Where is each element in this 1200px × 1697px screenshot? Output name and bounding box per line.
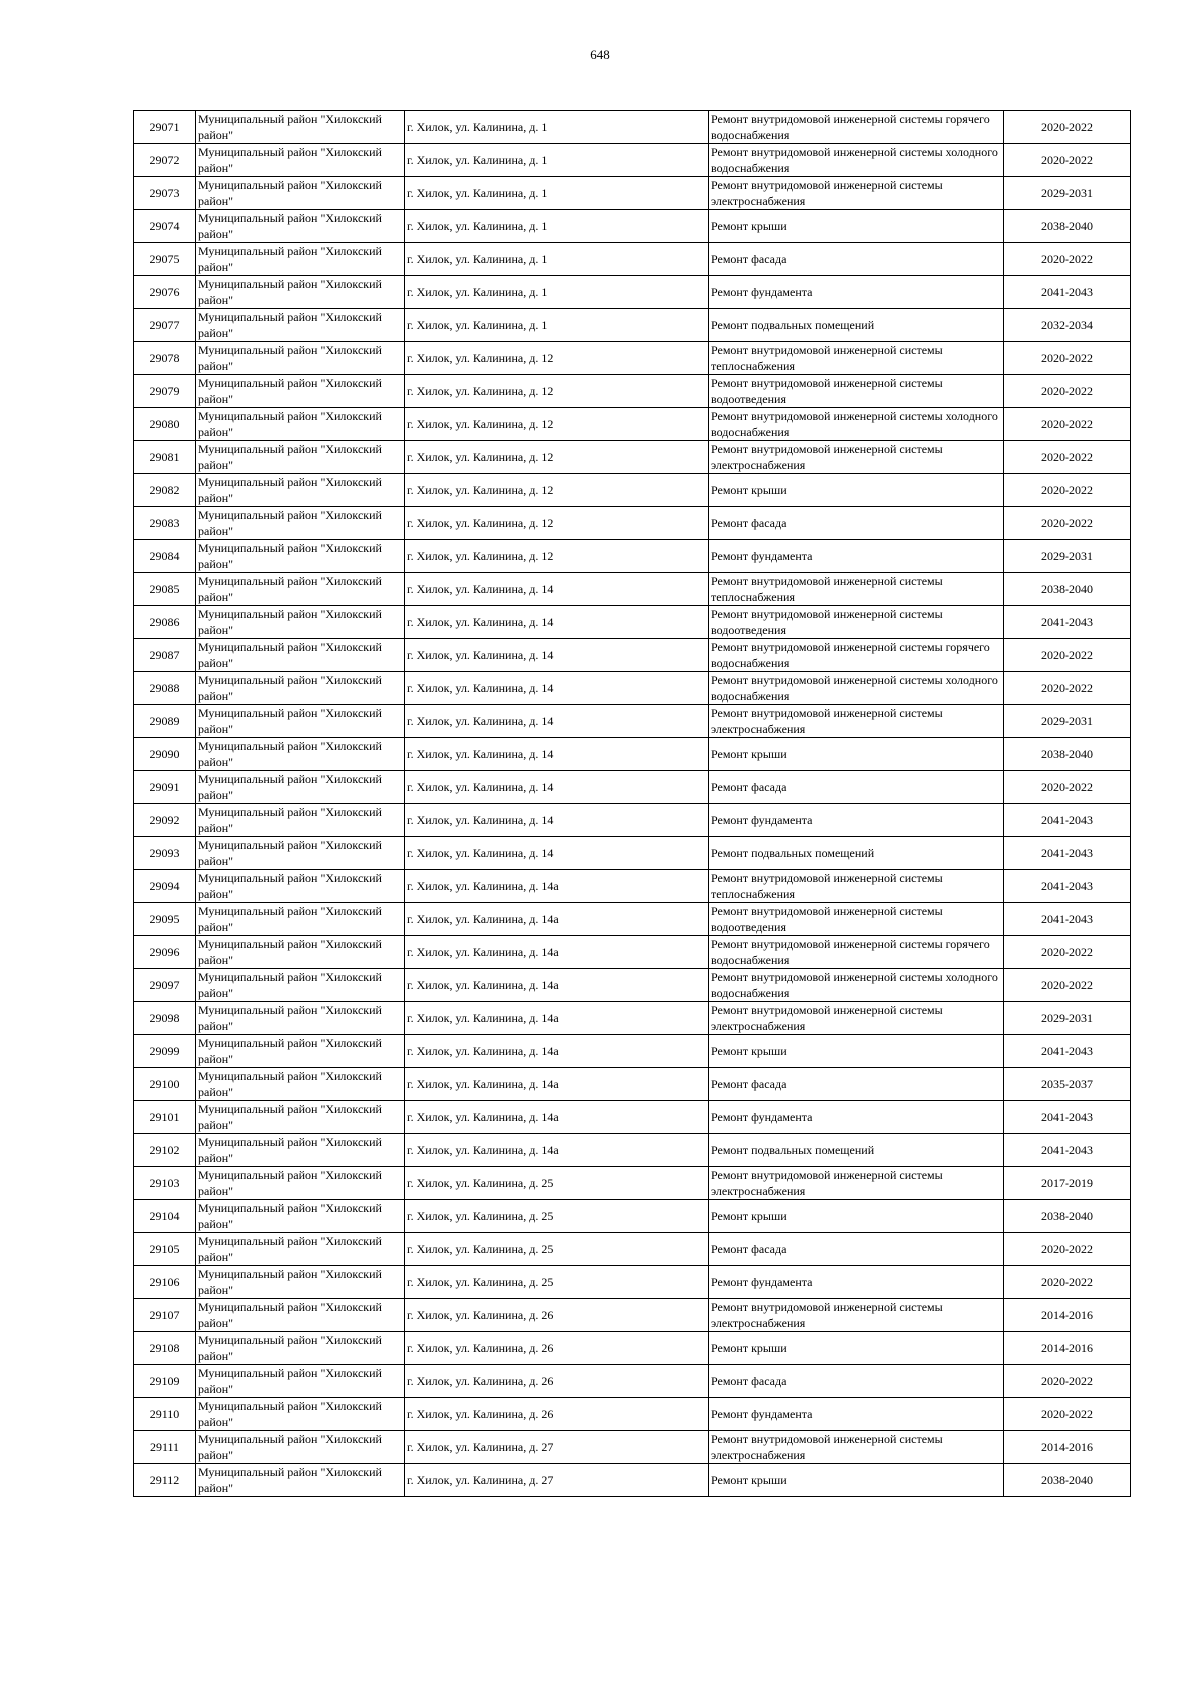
table-row [134,1167,1131,1200]
municipality-cell: Муниципальный район "Хилокский район" [196,738,405,771]
row-number-cell: 29078 [134,342,196,375]
period-cell: 2020-2022 [1004,1233,1131,1266]
period-cell: 2020-2022 [1004,1266,1131,1299]
period-cell: 2029-2031 [1004,540,1131,573]
period-cell: 2041-2043 [1004,903,1131,936]
table-row [134,474,1131,507]
table-row [134,870,1131,903]
work-type-cell: Ремонт фундамента [709,1101,1004,1134]
period-cell: 2020-2022 [1004,771,1131,804]
address-cell: г. Хилок, ул. Калинина, д. 14а [405,903,709,936]
row-number-cell: 29071 [134,111,196,144]
address-cell: г. Хилок, ул. Калинина, д. 26 [405,1299,709,1332]
municipality-cell: Муниципальный район "Хилокский район" [196,309,405,342]
table-row [134,705,1131,738]
row-number-cell: 29086 [134,606,196,639]
row-number-cell: 29093 [134,837,196,870]
table-row [134,1068,1131,1101]
address-cell: г. Хилок, ул. Калинина, д. 14а [405,870,709,903]
municipality-cell: Муниципальный район "Хилокский район" [196,804,405,837]
table-row [134,804,1131,837]
work-type-cell: Ремонт внутридомовой инженерной системы электроснабжения [709,1431,1004,1464]
row-number-cell: 29112 [134,1464,196,1497]
table-row [134,309,1131,342]
address-cell: г. Хилок, ул. Калинина, д. 1 [405,243,709,276]
address-cell: г. Хилок, ул. Калинина, д. 14а [405,936,709,969]
table-row [134,903,1131,936]
municipality-cell: Муниципальный район "Хилокский район" [196,870,405,903]
table-row [134,936,1131,969]
row-number-cell: 29085 [134,573,196,606]
municipality-cell: Муниципальный район "Хилокский район" [196,1200,405,1233]
table-row [134,1101,1131,1134]
table-row [134,210,1131,243]
work-type-cell: Ремонт внутридомовой инженерной системы электроснабжения [709,177,1004,210]
row-number-cell: 29090 [134,738,196,771]
work-type-cell: Ремонт фасада [709,507,1004,540]
municipality-cell: Муниципальный район "Хилокский район" [196,1464,405,1497]
address-cell: г. Хилок, ул. Калинина, д. 14 [405,639,709,672]
address-cell: г. Хилок, ул. Калинина, д. 25 [405,1200,709,1233]
municipality-cell: Муниципальный район "Хилокский район" [196,936,405,969]
row-number-cell: 29087 [134,639,196,672]
municipality-cell: Муниципальный район "Хилокский район" [196,276,405,309]
work-type-cell: Ремонт внутридомовой инженерной системы холодного водоснабжения [709,408,1004,441]
row-number-cell: 29103 [134,1167,196,1200]
period-cell: 2020-2022 [1004,144,1131,177]
address-cell: г. Хилок, ул. Калинина, д. 1 [405,276,709,309]
address-cell: г. Хилок, ул. Калинина, д. 12 [405,540,709,573]
period-cell: 2041-2043 [1004,804,1131,837]
period-cell: 2020-2022 [1004,342,1131,375]
table-row [134,243,1131,276]
period-cell: 2038-2040 [1004,1464,1131,1497]
municipality-cell: Муниципальный район "Хилокский район" [196,441,405,474]
period-cell: 2041-2043 [1004,1134,1131,1167]
work-type-cell: Ремонт внутридомовой инженерной системы горячего водоснабжения [709,936,1004,969]
row-number-cell: 29082 [134,474,196,507]
address-cell: г. Хилок, ул. Калинина, д. 12 [405,507,709,540]
row-number-cell: 29088 [134,672,196,705]
table-body [134,111,1131,1497]
period-cell: 2029-2031 [1004,705,1131,738]
work-type-cell: Ремонт фасада [709,243,1004,276]
work-type-cell: Ремонт крыши [709,474,1004,507]
work-type-cell: Ремонт фасада [709,771,1004,804]
municipality-cell: Муниципальный район "Хилокский район" [196,1266,405,1299]
address-cell: г. Хилок, ул. Калинина, д. 14а [405,969,709,1002]
period-cell: 2017-2019 [1004,1167,1131,1200]
period-cell: 2020-2022 [1004,474,1131,507]
table-row [134,837,1131,870]
table-row [134,639,1131,672]
table-row [134,606,1131,639]
work-type-cell: Ремонт подвальных помещений [709,309,1004,342]
table-row [134,1233,1131,1266]
table-row [134,1365,1131,1398]
period-cell: 2014-2016 [1004,1431,1131,1464]
address-cell: г. Хилок, ул. Калинина, д. 25 [405,1266,709,1299]
period-cell: 2020-2022 [1004,111,1131,144]
period-cell: 2020-2022 [1004,408,1131,441]
municipality-cell: Муниципальный район "Хилокский район" [196,243,405,276]
row-number-cell: 29072 [134,144,196,177]
row-number-cell: 29094 [134,870,196,903]
municipality-cell: Муниципальный район "Хилокский район" [196,672,405,705]
work-type-cell: Ремонт внутридомовой инженерной системы водоотведения [709,903,1004,936]
period-cell: 2041-2043 [1004,1035,1131,1068]
municipality-cell: Муниципальный район "Хилокский район" [196,507,405,540]
period-cell: 2041-2043 [1004,837,1131,870]
row-number-cell: 29104 [134,1200,196,1233]
municipality-cell: Муниципальный район "Хилокский район" [196,1101,405,1134]
address-cell: г. Хилок, ул. Калинина, д. 14 [405,771,709,804]
work-type-cell: Ремонт внутридомовой инженерной системы электроснабжения [709,441,1004,474]
municipality-cell: Муниципальный район "Хилокский район" [196,342,405,375]
work-type-cell: Ремонт фасада [709,1068,1004,1101]
table-row [134,1035,1131,1068]
row-number-cell: 29098 [134,1002,196,1035]
municipality-cell: Муниципальный район "Хилокский район" [196,144,405,177]
work-type-cell: Ремонт внутридомовой инженерной системы горячего водоснабжения [709,111,1004,144]
row-number-cell: 29097 [134,969,196,1002]
period-cell: 2020-2022 [1004,243,1131,276]
address-cell: г. Хилок, ул. Калинина, д. 14 [405,738,709,771]
address-cell: г. Хилок, ул. Калинина, д. 26 [405,1365,709,1398]
row-number-cell: 29089 [134,705,196,738]
work-type-cell: Ремонт крыши [709,1464,1004,1497]
period-cell: 2029-2031 [1004,177,1131,210]
table-row [134,441,1131,474]
work-type-cell: Ремонт внутридомовой инженерной системы электроснабжения [709,1002,1004,1035]
municipality-cell: Муниципальный район "Хилокский район" [196,1233,405,1266]
period-cell: 2041-2043 [1004,870,1131,903]
municipality-cell: Муниципальный район "Хилокский район" [196,969,405,1002]
address-cell: г. Хилок, ул. Калинина, д. 14 [405,705,709,738]
work-type-cell: Ремонт внутридомовой инженерной системы электроснабжения [709,1167,1004,1200]
address-cell: г. Хилок, ул. Калинина, д. 1 [405,177,709,210]
work-type-cell: Ремонт внутридомовой инженерной системы теплоснабжения [709,870,1004,903]
municipality-cell: Муниципальный район "Хилокский район" [196,474,405,507]
period-cell: 2038-2040 [1004,1200,1131,1233]
work-type-cell: Ремонт внутридомовой инженерной системы электроснабжения [709,1299,1004,1332]
table-row [134,1266,1131,1299]
address-cell: г. Хилок, ул. Калинина, д. 14а [405,1002,709,1035]
municipality-cell: Муниципальный район "Хилокский район" [196,177,405,210]
table-row [134,738,1131,771]
municipality-cell: Муниципальный район "Хилокский район" [196,1365,405,1398]
municipality-cell: Муниципальный район "Хилокский район" [196,1002,405,1035]
work-type-cell: Ремонт фундамента [709,804,1004,837]
period-cell: 2038-2040 [1004,738,1131,771]
row-number-cell: 29107 [134,1299,196,1332]
municipality-cell: Муниципальный район "Хилокский район" [196,1332,405,1365]
address-cell: г. Хилок, ул. Калинина, д. 12 [405,375,709,408]
municipality-cell: Муниципальный район "Хилокский район" [196,903,405,936]
table-row [134,111,1131,144]
work-type-cell: Ремонт внутридомовой инженерной системы водоотведения [709,606,1004,639]
row-number-cell: 29092 [134,804,196,837]
row-number-cell: 29074 [134,210,196,243]
address-cell: г. Хилок, ул. Калинина, д. 12 [405,408,709,441]
address-cell: г. Хилок, ул. Калинина, д. 14 [405,672,709,705]
table-row [134,408,1131,441]
row-number-cell: 29075 [134,243,196,276]
row-number-cell: 29076 [134,276,196,309]
address-cell: г. Хилок, ул. Калинина, д. 12 [405,474,709,507]
table-row [134,507,1131,540]
period-cell: 2020-2022 [1004,1398,1131,1431]
work-type-cell: Ремонт фундамента [709,1266,1004,1299]
period-cell: 2020-2022 [1004,507,1131,540]
municipality-cell: Муниципальный район "Хилокский район" [196,705,405,738]
row-number-cell: 29095 [134,903,196,936]
period-cell: 2020-2022 [1004,672,1131,705]
work-type-cell: Ремонт внутридомовой инженерной системы холодного водоснабжения [709,672,1004,705]
municipality-cell: Муниципальный район "Хилокский район" [196,1134,405,1167]
municipality-cell: Муниципальный район "Хилокский район" [196,1398,405,1431]
period-cell: 2020-2022 [1004,639,1131,672]
municipality-cell: Муниципальный район "Хилокский район" [196,408,405,441]
work-type-cell: Ремонт крыши [709,1200,1004,1233]
address-cell: г. Хилок, ул. Калинина, д. 14а [405,1035,709,1068]
address-cell: г. Хилок, ул. Калинина, д. 27 [405,1464,709,1497]
address-cell: г. Хилок, ул. Калинина, д. 12 [405,441,709,474]
period-cell: 2032-2034 [1004,309,1131,342]
municipality-cell: Муниципальный район "Хилокский район" [196,1431,405,1464]
work-type-cell: Ремонт внутридомовой инженерной системы холодного водоснабжения [709,969,1004,1002]
address-cell: г. Хилок, ул. Калинина, д. 1 [405,210,709,243]
row-number-cell: 29109 [134,1365,196,1398]
period-cell: 2029-2031 [1004,1002,1131,1035]
period-cell: 2014-2016 [1004,1332,1131,1365]
page-number: 648 [590,47,610,62]
municipality-cell: Муниципальный район "Хилокский район" [196,606,405,639]
period-cell: 2041-2043 [1004,276,1131,309]
address-cell: г. Хилок, ул. Калинина, д. 26 [405,1398,709,1431]
row-number-cell: 29080 [134,408,196,441]
municipality-cell: Муниципальный район "Хилокский район" [196,111,405,144]
row-number-cell: 29106 [134,1266,196,1299]
table-row [134,771,1131,804]
table-row [134,144,1131,177]
row-number-cell: 29099 [134,1035,196,1068]
work-type-cell: Ремонт фасада [709,1365,1004,1398]
work-type-cell: Ремонт крыши [709,1035,1004,1068]
table-row [134,672,1131,705]
period-cell: 2038-2040 [1004,210,1131,243]
table-row [134,1464,1131,1497]
work-type-cell: Ремонт подвальных помещений [709,1134,1004,1167]
municipality-cell: Муниципальный район "Хилокский район" [196,573,405,606]
row-number-cell: 29100 [134,1068,196,1101]
work-type-cell: Ремонт крыши [709,210,1004,243]
table-row [134,1299,1131,1332]
period-cell: 2020-2022 [1004,375,1131,408]
table-row [134,1332,1131,1365]
period-cell: 2038-2040 [1004,573,1131,606]
work-type-cell: Ремонт внутридомовой инженерной системы горячего водоснабжения [709,639,1004,672]
table-row [134,276,1131,309]
row-number-cell: 29110 [134,1398,196,1431]
work-type-cell: Ремонт внутридомовой инженерной системы холодного водоснабжения [709,144,1004,177]
row-number-cell: 29079 [134,375,196,408]
municipality-cell: Муниципальный район "Хилокский район" [196,1167,405,1200]
municipality-cell: Муниципальный район "Хилокский район" [196,771,405,804]
row-number-cell: 29091 [134,771,196,804]
municipality-cell: Муниципальный район "Хилокский район" [196,540,405,573]
municipality-cell: Муниципальный район "Хилокский район" [196,1068,405,1101]
address-cell: г. Хилок, ул. Калинина, д. 14а [405,1134,709,1167]
row-number-cell: 29077 [134,309,196,342]
table-row [134,1002,1131,1035]
period-cell: 2020-2022 [1004,969,1131,1002]
row-number-cell: 29108 [134,1332,196,1365]
table-row [134,1134,1131,1167]
work-type-cell: Ремонт внутридомовой инженерной системы водоотведения [709,375,1004,408]
municipality-cell: Муниципальный район "Хилокский район" [196,837,405,870]
table-row [134,1200,1131,1233]
row-number-cell: 29111 [134,1431,196,1464]
table-row [134,540,1131,573]
address-cell: г. Хилок, ул. Калинина, д. 14 [405,606,709,639]
period-cell: 2020-2022 [1004,936,1131,969]
table-row [134,375,1131,408]
period-cell: 2041-2043 [1004,1101,1131,1134]
table-row [134,177,1131,210]
work-type-cell: Ремонт крыши [709,1332,1004,1365]
work-type-cell: Ремонт фундамента [709,1398,1004,1431]
row-number-cell: 29073 [134,177,196,210]
work-type-cell: Ремонт фасада [709,1233,1004,1266]
address-cell: г. Хилок, ул. Калинина, д. 27 [405,1431,709,1464]
row-number-cell: 29105 [134,1233,196,1266]
address-cell: г. Хилок, ул. Калинина, д. 26 [405,1332,709,1365]
period-cell: 2014-2016 [1004,1299,1131,1332]
work-type-cell: Ремонт внутридомовой инженерной системы теплоснабжения [709,342,1004,375]
repair-schedule-table [133,110,1131,1497]
table-row [134,1398,1131,1431]
address-cell: г. Хилок, ул. Калинина, д. 14 [405,804,709,837]
municipality-cell: Муниципальный район "Хилокский район" [196,375,405,408]
period-cell: 2041-2043 [1004,606,1131,639]
table-row [134,342,1131,375]
address-cell: г. Хилок, ул. Калинина, д. 1 [405,144,709,177]
address-cell: г. Хилок, ул. Калинина, д. 25 [405,1233,709,1266]
work-type-cell: Ремонт крыши [709,738,1004,771]
address-cell: г. Хилок, ул. Калинина, д. 14а [405,1101,709,1134]
municipality-cell: Муниципальный район "Хилокский район" [196,1035,405,1068]
period-cell: 2020-2022 [1004,441,1131,474]
work-type-cell: Ремонт подвальных помещений [709,837,1004,870]
period-cell: 2020-2022 [1004,1365,1131,1398]
address-cell: г. Хилок, ул. Калинина, д. 14 [405,837,709,870]
address-cell: г. Хилок, ул. Калинина, д. 25 [405,1167,709,1200]
table-row [134,969,1131,1002]
period-cell: 2035-2037 [1004,1068,1131,1101]
address-cell: г. Хилок, ул. Калинина, д. 1 [405,111,709,144]
address-cell: г. Хилок, ул. Калинина, д. 14а [405,1068,709,1101]
municipality-cell: Муниципальный район "Хилокский район" [196,1299,405,1332]
row-number-cell: 29081 [134,441,196,474]
work-type-cell: Ремонт фундамента [709,540,1004,573]
row-number-cell: 29101 [134,1101,196,1134]
row-number-cell: 29084 [134,540,196,573]
table-row [134,573,1131,606]
address-cell: г. Хилок, ул. Калинина, д. 14 [405,573,709,606]
work-type-cell: Ремонт внутридомовой инженерной системы электроснабжения [709,705,1004,738]
municipality-cell: Муниципальный район "Хилокский район" [196,210,405,243]
table-row [134,1431,1131,1464]
row-number-cell: 29102 [134,1134,196,1167]
row-number-cell: 29096 [134,936,196,969]
address-cell: г. Хилок, ул. Калинина, д. 12 [405,342,709,375]
municipality-cell: Муниципальный район "Хилокский район" [196,639,405,672]
work-type-cell: Ремонт фундамента [709,276,1004,309]
row-number-cell: 29083 [134,507,196,540]
address-cell: г. Хилок, ул. Калинина, д. 1 [405,309,709,342]
work-type-cell: Ремонт внутридомовой инженерной системы теплоснабжения [709,573,1004,606]
